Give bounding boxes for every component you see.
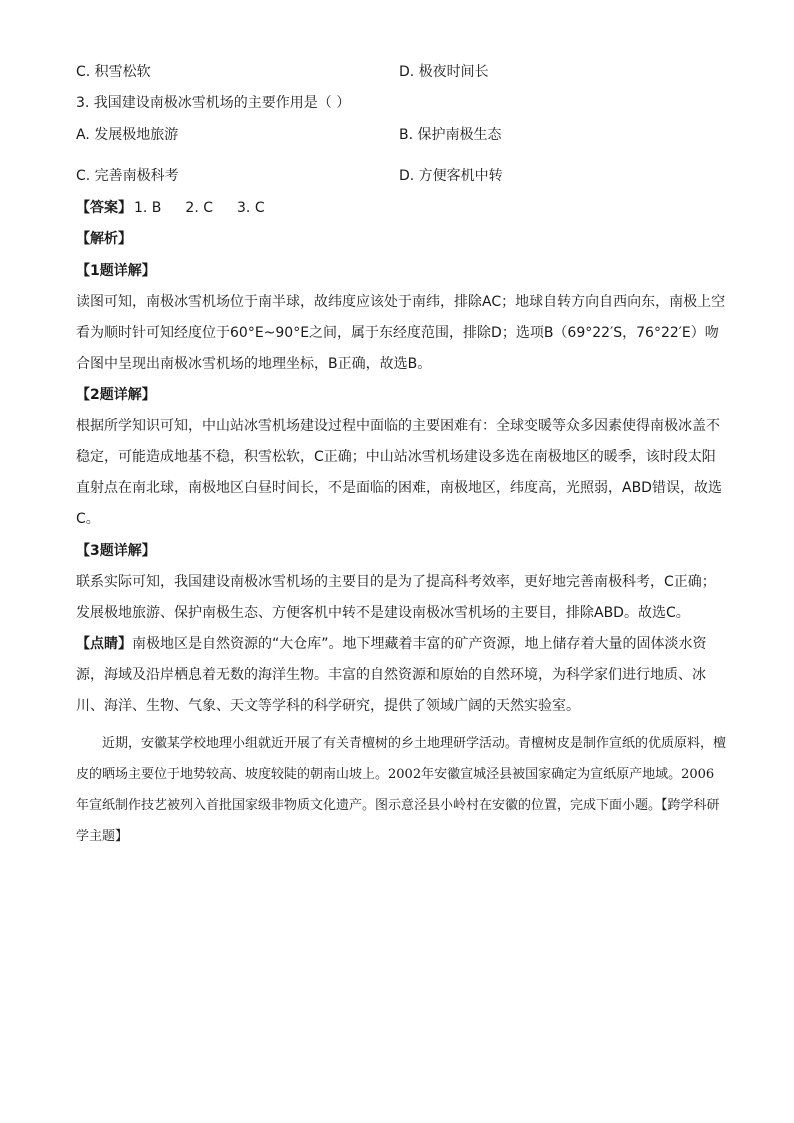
detail-1-heading: 【1题详解】	[76, 263, 156, 279]
answer-line	[76, 198, 289, 218]
tip-text: 南极地区是自然资源的“大仓库”。地下埋藏着丰富的矿产资源，地上储存着大量的固体淡水资源，海域及沿岸栖息着无数的海洋生物。丰富的自然资源和原始的自然环境，为科学家们进行地质、冰川、海洋、生物、气象、天文等学科的科学研究，提供了领域广阔的天然实验室。	[76, 636, 707, 714]
answer-3: 3. C	[237, 200, 265, 216]
detail-1-text: 读图可知，南极冰雪机场位于南半球，故纬度应该处于南纬，排除AC；地球自转方向自西向东，南极上空看为顺时针可知经度位于60°E~90°E之间，属于东经度范围，排除D；选项B（69°22′S，76°22′E）吻合图中呈现出南极冰雪机场的地理坐标，B正确，故选B。	[76, 294, 726, 372]
option-3a: A. 发展极地旅游	[76, 127, 179, 143]
option-2c: C. 积雪松软	[76, 64, 151, 80]
tip-paragraph	[76, 629, 726, 722]
answer-2: 2. C	[185, 200, 214, 216]
analysis-heading: 【解析】	[76, 231, 132, 247]
option-3b: B. 保护南极生态	[399, 127, 502, 143]
answer-label: 【答案】	[76, 200, 132, 216]
question-3-stem: 3. 我国建设南极冰雪机场的主要作用是（ ）	[76, 95, 351, 111]
option-3c: C. 完善南极科考	[76, 168, 179, 184]
detail-3-text: 联系实际可知，我国建设南极冰雪机场的主要目的是为了提高科考效率，更好地完善南极科考，C正确；发展极地旅游、保护南极生态、方便客机中转不是建设南极冰雪机场的主要目，排除ABD。故选C。	[76, 574, 716, 621]
option-3d: D. 方便客机中转	[399, 168, 503, 184]
option-2d: D. 极夜时间长	[399, 64, 489, 80]
detail-3-heading: 【3题详解】	[76, 543, 156, 559]
tip-label: 【点睛】	[76, 636, 132, 652]
detail-2-heading: 【2题详解】	[76, 387, 156, 403]
answer-1: 1. B	[134, 200, 162, 216]
next-question-stem: 近期，安徽某学校地理小组就近开展了有关青檀树的乡土地理研学活动。青檀树皮是制作宣纸的优质原料，檀皮的晒场主要位于地势较高、坡度较陡的朝南山坡上。2002年安徽宣城泾县被国家确定为宣纸原产地域。2006年宣纸制作技艺被列入首批国家级非物质文化遗产。图示意泾县小岭村在安徽的位置，完成下面小题。【跨学科研学主题】	[76, 736, 727, 844]
detail-2-text: 根据所学知识可知，中山站冰雪机场建设过程中面临的主要困难有：全球变暖等众多因素使得南极冰盖不稳定，可能造成地基不稳，积雪松软，C正确；中山站冰雪机场建设多选在南极地区的暖季，该时段太阳直射点在南北球，南极地区白昼时间长，不是面临的困难，南极地区，纬度高，光照弱，ABD错误，故选C。	[76, 418, 722, 527]
